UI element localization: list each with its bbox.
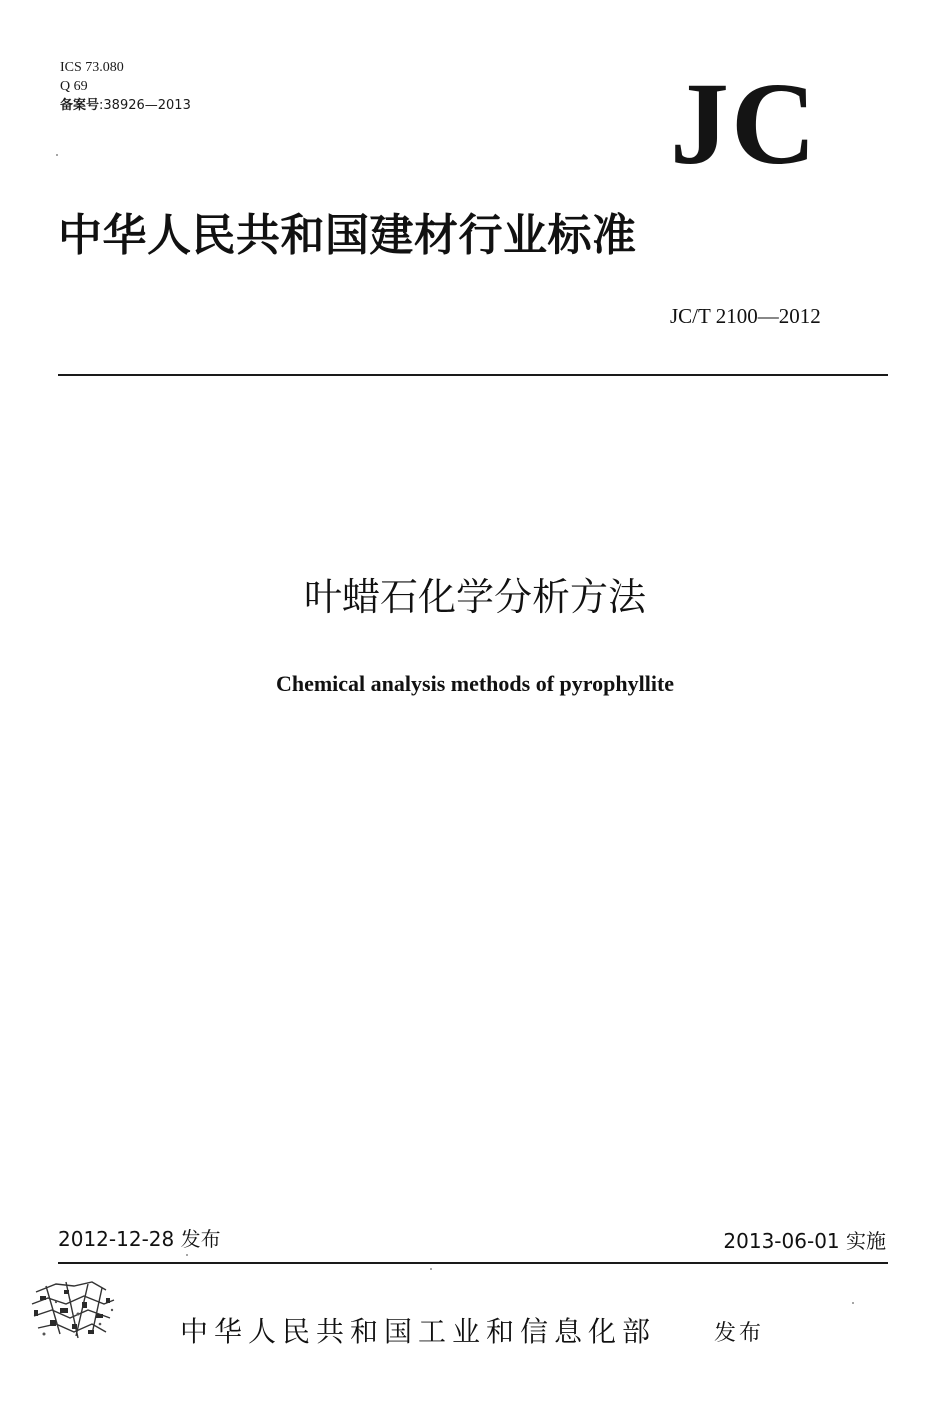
scan-speck xyxy=(186,1254,188,1256)
implementation-date: 2013-06-01 实施 xyxy=(723,1229,886,1253)
bottom-divider xyxy=(58,1262,888,1264)
document-title-en: Chemical analysis methods of pyrophyllite xyxy=(275,671,675,696)
publish-label: 发布 xyxy=(714,1321,765,1346)
publisher-name: 中华人民共和国工业和信息化部 xyxy=(180,1315,657,1348)
top-divider xyxy=(58,374,888,376)
record-line xyxy=(60,96,191,115)
ccs-code: Q 69 xyxy=(60,79,88,94)
jc-logo: JC xyxy=(670,58,819,189)
issue-date: 2012-12-28 发布 xyxy=(58,1227,221,1251)
standard-banner: 中华人民共和国建材行业标准 xyxy=(58,210,637,261)
scan-speck xyxy=(56,154,58,156)
scan-speck xyxy=(852,1302,854,1304)
ics-code: ICS 73.080 xyxy=(60,60,124,75)
scan-seal-icon xyxy=(26,1274,118,1346)
record-label: 备案号 xyxy=(60,98,100,113)
classification-block xyxy=(60,58,191,115)
scan-speck xyxy=(430,1268,432,1270)
standard-number: JC/T 2100—2012 xyxy=(670,304,821,328)
record-number: :38926—2013 xyxy=(99,98,191,113)
document-title-cn: 叶蜡石化学分析方法 xyxy=(303,575,646,619)
